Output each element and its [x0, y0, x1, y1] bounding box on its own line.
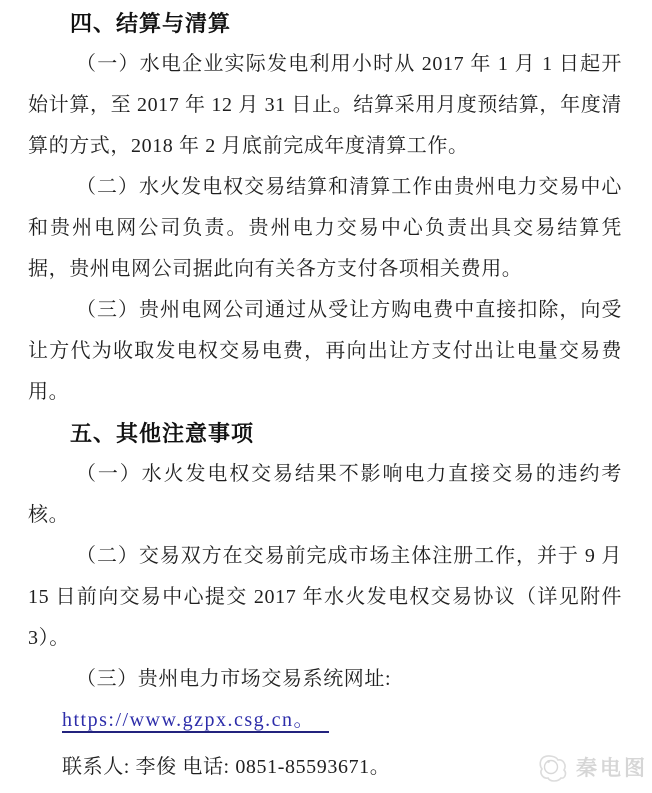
- paragraph-notes-3: （三）贵州电力市场交易系统网址:: [76, 668, 392, 690]
- section-heading-settlement: 四、结算与清算: [70, 11, 232, 36]
- watermark: [534, 749, 648, 785]
- watermark-label: 秦电图: [576, 757, 648, 780]
- section-heading-other-notes: 五、其他注意事项: [70, 421, 255, 446]
- trading-system-link[interactable]: https://www.gzpx.csg.cn。: [62, 709, 329, 733]
- paragraph-notes-1: （一）水火发电权交易结果不影响电力直接交易的违约考核。: [28, 463, 622, 526]
- paragraph-settlement-1: （一）水电企业实际发电利用小时从 2017 年 1 月 1 日起开始计算，至 2017 年 12 月 31 日止。结算采用月度预结算，年度清算的方式，2018 年 2 月底前完成年度清算工作。: [28, 53, 622, 157]
- paragraph-settlement-3: （三）贵州电网公司通过从受让方购电费中直接扣除，向受让方代为收取发电权交易电费，再向出让方支付出让电量交易费用。: [28, 299, 622, 403]
- contact-line: 联系人: 李俊 电话: 0851-85593671。: [62, 756, 391, 778]
- website-line: [28, 700, 622, 741]
- paragraph-notes-2: （二）交易双方在交易前完成市场主体注册工作，并于 9 月 15 日前向交易中心提交 2017 年水火发电权交易协议（详见附件 3）。: [28, 545, 622, 649]
- logo-blob-icon: [534, 749, 570, 785]
- paragraph-settlement-2: （二）水火发电权交易结算和清算工作由贵州电力交易中心和贵州电网公司负责。贵州电力交易中心负责出具交易结算凭据，贵州电网公司据此向有关各方支付各项相关费用。: [28, 176, 622, 280]
